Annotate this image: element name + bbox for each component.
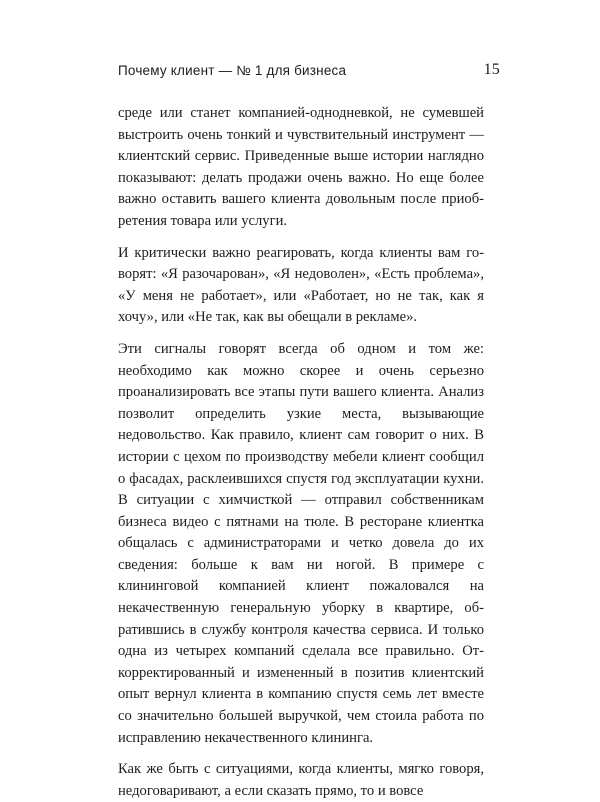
running-header [118,63,500,81]
paragraph: среде или станет компанией-однодневкой, не сумевшей выстроить очень тонкий и чувствительный инструмент — клиентский сервис. Приведенные выше истории наглядно показывают: делать продажи очень важно. Но еще более важно оставить вашего клиента довольным после приобретения товара или услуги. [118,105,484,229]
paragraph: И критически важно реагировать, когда клиенты вам говорят: «Я разочарован», «Я недоволен», «Есть проблема», «У меня не работает», или «Работает, но не так, как я хочу», или «Не так, как вы обещали в рекламе». [118,244,484,326]
body-text [118,103,484,802]
page-number: 15 [483,61,500,78]
paragraph: Как же быть с ситуациями, когда клиенты, мягко говоря, недоговаривают, а если сказать прямо, то и вовсе [118,761,484,799]
paragraph: Эти сигналы говорят всегда об одном и том же: необходимо как можно скорее и очень серьезно проанализировать все этапы пути вашего клиента. Анализ позволит определить узкие места, вызывающие недовольство. Как правило, клиент сам говорит о них. В истории с цехом по производству мебели клиент сообщил о фасадах, расклеившихся спустя год эксплуатации кухни. В ситуации с химчисткой — отправил собственникам бизнеса видео с пятнами на тюле. В ресторане клиентка общалась с администраторами и четко довела до их сведения: больше к вам ни ногой. В примере с клининговой компанией клиент пожаловался на некачественную генеральную уборку в квартире, обратившись в службу контроля качества сервиса. И только одна из четырех компаний сделала все правильно. Откорректированный и измененный в позитив клиентский опыт вернул клиента в компанию спустя семь лет вместе со значительно большей выручкой, чем стоила работа по исправлению некачественного клининга. [118,340,484,746]
running-title: Почему клиент — № 1 для бизнеса [118,63,347,78]
